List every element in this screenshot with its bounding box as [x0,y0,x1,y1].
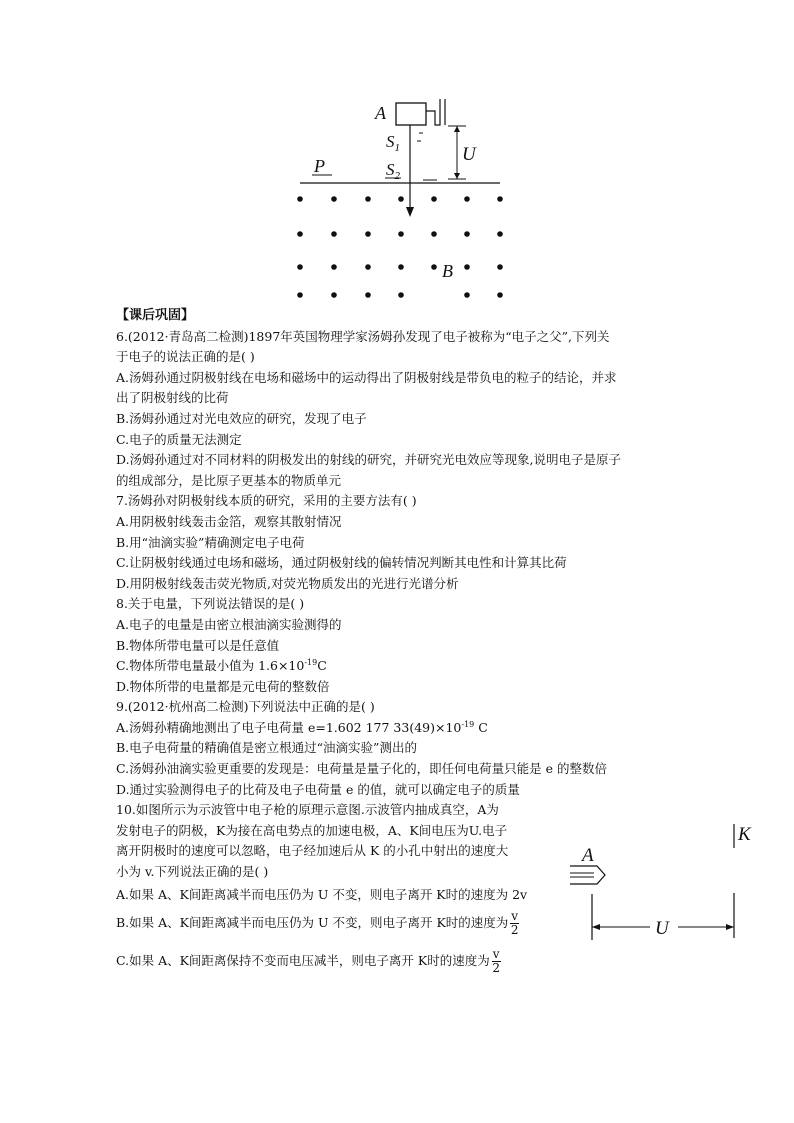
q6-stem-line1: 6.(2012·青岛高二检测)1897年英国物理学家汤姆孙发现了电子被称为“电子之父”,下列关 [116,328,610,344]
field-dot [365,196,371,202]
field-dot [331,231,337,237]
q6-option-c: C.电子的质量无法测定 [116,431,242,447]
q7-option-a: A.用阴极射线轰击金箔，观察其散射情况 [116,513,342,529]
q8-c-text: C.物体所带电量最小值为 1.6×10 [116,658,305,674]
label-a2: A [582,845,594,866]
q8-option-d: D.物体所带的电量都是元电荷的整数倍 [116,678,330,694]
q10-stem-line3: 离开阴极时的速度可以忽略，电子经加速后从 K 的小孔中射出的速度大 [116,843,509,859]
field-dot [497,292,503,298]
q10-option-c [116,945,676,979]
q7-option-b: B.用“油滴实验”精确测定电子电荷 [116,534,305,550]
q10-stem-line2: 发射电子的阴极，K为接在高电势点的加速电极，A、K间电压为U.电子 [116,822,508,838]
q10-b-denominator: 2 [510,923,519,938]
q9-stem: 9.(2012·杭州高二检测)下列说法中正确的是( ) [116,699,375,715]
q8-option-c [116,656,676,677]
document-body [116,306,676,979]
q8-c-unit: C [317,658,327,674]
field-dot [297,264,303,270]
field-dot [497,196,503,202]
field-dot [497,231,503,237]
q8-option-a: A.电子的电量是由密立根油滴实验测得的 [116,616,342,632]
q10-b-fraction [510,910,519,937]
label-b: B [442,261,453,281]
field-dot [464,292,470,298]
q9-a-exponent: -19 [461,719,475,729]
q6-option-a-line1: A.汤姆孙通过阴极射线在电场和磁场中的运动得出了阴极射线是带负电的粒子的结论，并求 [116,369,617,385]
label-a: A [375,103,386,123]
q9-option-c: C.汤姆孙油滴实验更重要的发现是：电荷量是量子化的，即任何电荷量只能是 e 的整数倍 [116,761,607,777]
q7-option-d: D.用阴极射线轰击荧光物质,对荧光物质发出的光进行光谱分析 [116,575,459,591]
q9-a-text: A.汤姆孙精确地测出了电子电荷量 e=1.602 177 33(49)×10 [116,719,462,735]
field-dot [431,231,437,237]
q10-b-text: B.如果 A、K间距离减半而电压仍为 U 不变，则电子离开 K时的速度为 [116,915,509,931]
label-p: P [314,156,325,176]
field-dot [398,264,404,270]
field-dot [331,264,337,270]
label-s1: $S_1$ [386,132,400,154]
field-dot [297,231,303,237]
q8-c-exponent: -19 [304,657,318,667]
field-dot [398,196,404,202]
source-box [396,103,426,125]
q10-c-numerator: v [492,947,500,962]
q10-b-numerator: v [511,909,519,924]
section-heading: 【课后巩固】 [116,308,195,323]
q6-option-d-line2: 的组成部分，是比原子更基本的物质单元 [116,472,342,488]
figure-magnetic-field-svg [290,95,510,305]
label-u2: U [655,918,669,939]
q9-option-b: B.电子电荷量的精确值是密立根通过“油滴实验”测出的 [116,740,417,756]
figure-magnetic-field [290,95,510,305]
q7-stem: 7.汤姆孙对阴极射线本质的研究，采用的主要方法有( ) [116,493,417,509]
q6-stem-line2: 于电子的说法正确的是( ) [116,349,255,365]
magnetic-field-dots [297,196,503,298]
field-dot [398,292,404,298]
field-dot [398,231,404,237]
plate-connector [426,99,440,125]
q10-c-text: C.如果 A、K间距离保持不变而电压减半，则电子离开 K时的速度为 [116,953,490,969]
beam-arrow [406,207,414,217]
field-dot [365,264,371,270]
field-dot [497,264,503,270]
label-k: K [738,824,751,845]
q9-a-unit: C [474,719,488,735]
q10-option-b [116,907,676,941]
field-dot [464,231,470,237]
label-s2: $S_2$ [386,160,400,182]
q10-option-a: A.如果 A、K间距离减半而电压仍为 U 不变，则电子离开 K时的速度为 2v [116,886,528,902]
q8-option-b: B.物体所带电量可以是任意值 [116,637,280,653]
q7-option-c: C.让阴极射线通过电场和磁场，通过阴极射线的偏转情况判断其电性和计算其比荷 [116,555,567,571]
q10-stem-line4: 小为 v.下列说法正确的是( ) [116,864,269,880]
q10-c-denominator: 2 [492,961,500,976]
label-u: U [462,144,476,165]
q6-option-d-line1: D.汤姆孙通过对不同材料的阴极发出的射线的研究，并研究光电效应等现象,说明电子是原子 [116,452,622,468]
q9-option-d: D.通过实验测得电子的比荷及电子电荷量 e 的值，就可以确定电子的质量 [116,781,520,797]
q6-option-b: B.汤姆孙通过对光电效应的研究，发现了电子 [116,410,367,426]
q10-c-fraction [492,948,501,975]
field-dot [464,196,470,202]
field-dot [365,231,371,237]
u-arrow-right [726,924,734,930]
field-dot [331,292,337,298]
u-arrow-up [454,126,460,132]
q6-option-a-line2: 出了阴极射线的比荷 [116,390,229,406]
q8-stem: 8.关于电量，下列说法错误的是( ) [116,596,305,612]
field-dot [431,196,437,202]
field-dot [331,196,337,202]
u-arrow-down [454,173,460,179]
field-dot [297,292,303,298]
q9-option-a [116,718,676,739]
field-dot [464,264,470,270]
field-dot [365,292,371,298]
field-dot [431,264,437,270]
q10-stem-line1: 10.如图所示为示波管中电子枪的原理示意图.示波管内抽成真空，A为 [116,802,499,818]
field-dot [297,196,303,202]
